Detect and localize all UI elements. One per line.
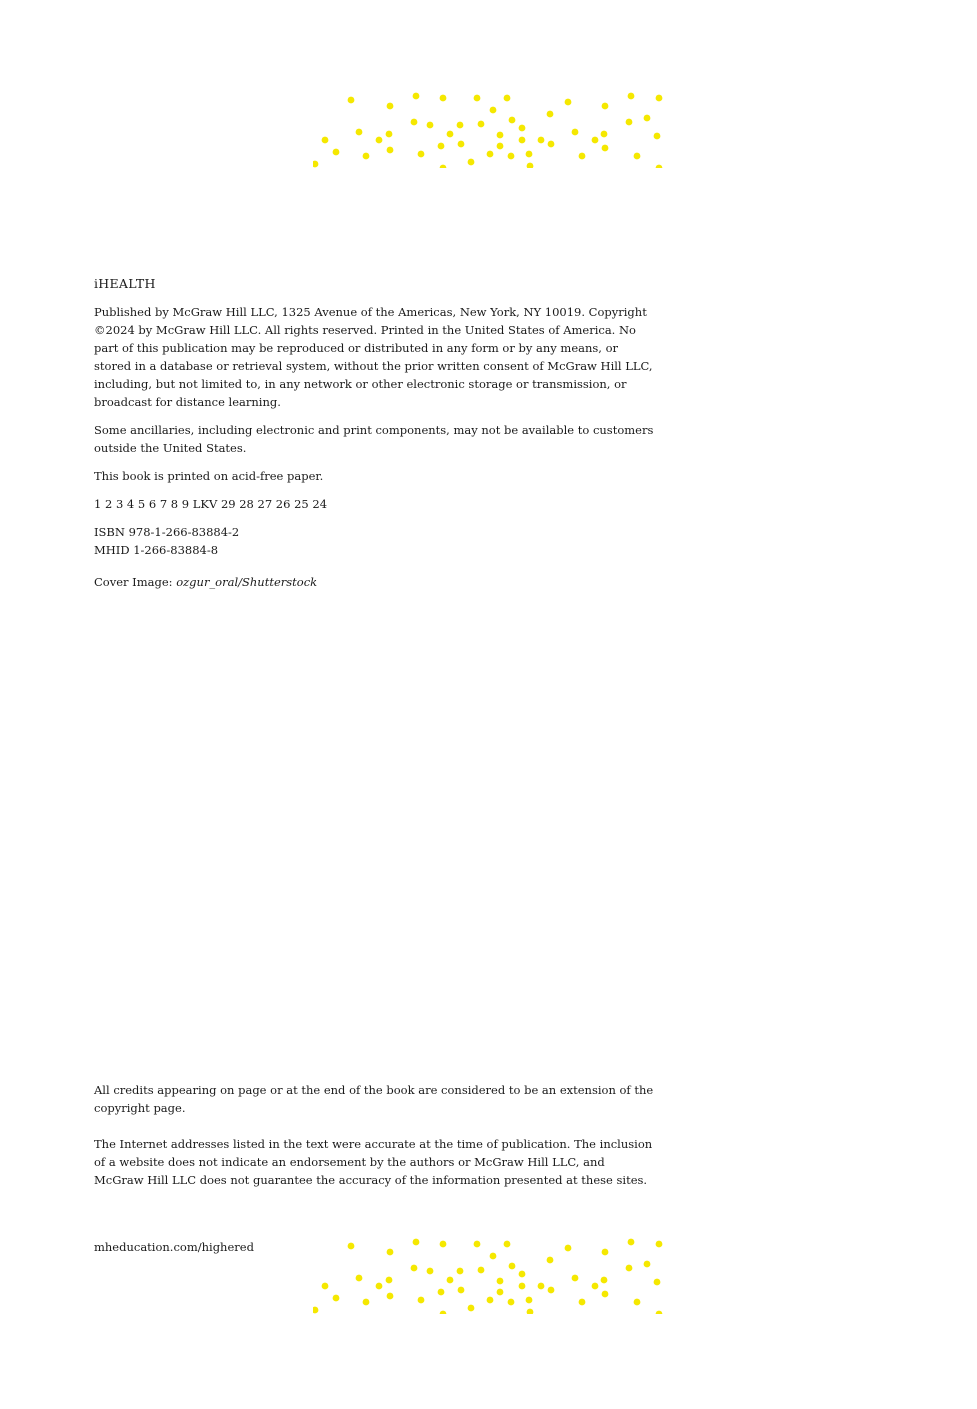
decorative-dot bbox=[474, 95, 481, 102]
decorative-dot bbox=[654, 133, 661, 140]
decorative-dot bbox=[565, 99, 572, 106]
decorative-dot bbox=[376, 137, 383, 144]
decorative-dot bbox=[602, 1291, 609, 1298]
decorative-dot bbox=[519, 1283, 526, 1290]
decorative-dot bbox=[656, 95, 663, 102]
decorative-dot bbox=[411, 119, 418, 126]
internet-notice: The Internet addresses listed in the text were accurate at the time of publication. The inclusion of a website does not indicate an endorsement by the authors or McGraw Hill LLC, and McGraw Hill LLC does not guarantee the accuracy of the information presented at these sites. bbox=[94, 1137, 653, 1187]
decorative-dot bbox=[527, 1309, 534, 1314]
decorative-dot bbox=[634, 153, 641, 160]
book-title: iHEALTH bbox=[94, 276, 156, 291]
decorative-dot bbox=[356, 1275, 363, 1282]
decorative-dot bbox=[478, 1267, 485, 1274]
cover-image-source: ozgur_oral/Shutterstock bbox=[176, 575, 318, 589]
decorative-dot bbox=[509, 1263, 516, 1270]
decorative-dot bbox=[497, 143, 504, 150]
decorative-dot bbox=[538, 137, 545, 144]
decorative-dot bbox=[356, 129, 363, 136]
decorative-dot bbox=[538, 1283, 545, 1290]
decorative-dot bbox=[440, 1311, 447, 1314]
decorative-dot bbox=[519, 125, 526, 132]
decorative-dot bbox=[490, 1253, 497, 1260]
decorative-dot bbox=[447, 131, 454, 138]
decorative-dot bbox=[387, 1293, 394, 1300]
decorative-dot bbox=[548, 1287, 555, 1294]
decorative-dot bbox=[644, 1261, 651, 1268]
decorative-dot bbox=[478, 121, 485, 128]
decorative-dot bbox=[458, 141, 465, 148]
decorative-dot bbox=[387, 103, 394, 110]
credits-notice: All credits appearing on page or at the end of the book are considered to be an extension of the copyright page. bbox=[94, 1083, 654, 1115]
decorative-dot bbox=[626, 1265, 633, 1272]
decorative-dot bbox=[527, 163, 534, 168]
decorative-dot-band-bottom bbox=[313, 1238, 665, 1314]
decorative-dot bbox=[348, 97, 355, 104]
decorative-dot bbox=[440, 1241, 447, 1248]
decorative-dot bbox=[333, 1295, 340, 1302]
decorative-dot bbox=[322, 1283, 329, 1290]
cover-image-credit bbox=[94, 573, 654, 591]
decorative-dot bbox=[601, 1277, 608, 1284]
copyright-body bbox=[94, 303, 654, 601]
website-url: mheducation.com/highered bbox=[94, 1240, 254, 1254]
cover-image-label: Cover Image: bbox=[94, 575, 177, 589]
decorative-dot bbox=[509, 117, 516, 124]
decorative-dot bbox=[411, 1265, 418, 1272]
decorative-dot bbox=[427, 122, 434, 129]
ancillaries-notice: Some ancillaries, including electronic and print components, may not be available to customers outside the United States. bbox=[94, 423, 654, 455]
decorative-dot bbox=[387, 1249, 394, 1256]
publisher-notice: Published by McGraw Hill LLC, 1325 Avenue of the Americas, New York, NY 10019. Copyright ©2024 by McGraw Hill LLC. All rights reserved. Printed in the United States of America. No part of this publication may be reproduced or distributed in any form or by any means, or stored in a database or retrieval system, without the prior written consent of McGraw Hill LLC, including, but not limited to, in any network or other electronic storage or transmission, or broadcast for distance learning. bbox=[94, 305, 653, 409]
decorative-dot bbox=[656, 1241, 663, 1248]
decorative-dot bbox=[497, 1289, 504, 1296]
decorative-dot bbox=[656, 1311, 663, 1314]
decorative-dot bbox=[487, 151, 494, 158]
decorative-dot bbox=[508, 153, 515, 160]
decorative-dot bbox=[592, 137, 599, 144]
mhid: MHID 1-266-83884-8 bbox=[94, 543, 219, 557]
decorative-dot bbox=[526, 1297, 533, 1304]
decorative-dot bbox=[602, 103, 609, 110]
decorative-dot bbox=[474, 1241, 481, 1248]
decorative-dot bbox=[519, 1271, 526, 1278]
decorative-dot bbox=[547, 1257, 554, 1264]
decorative-dot bbox=[468, 159, 475, 166]
decorative-dot bbox=[654, 1279, 661, 1286]
decorative-dot bbox=[386, 1277, 393, 1284]
decorative-dot bbox=[656, 165, 663, 168]
decorative-dot bbox=[504, 1241, 511, 1248]
decorative-dot-band-top bbox=[313, 92, 665, 168]
decorative-dot bbox=[418, 151, 425, 158]
decorative-dot bbox=[579, 153, 586, 160]
decorative-dot bbox=[628, 93, 635, 100]
isbn-block bbox=[94, 523, 654, 559]
decorative-dot bbox=[427, 1268, 434, 1275]
decorative-dot bbox=[601, 131, 608, 138]
decorative-dot bbox=[468, 1305, 475, 1312]
decorative-dot bbox=[376, 1283, 383, 1290]
decorative-dot bbox=[313, 1307, 318, 1314]
decorative-dot bbox=[447, 1277, 454, 1284]
decorative-dot bbox=[348, 1243, 355, 1250]
decorative-dot bbox=[313, 161, 318, 168]
decorative-dot bbox=[363, 1299, 370, 1306]
decorative-dot bbox=[628, 1239, 635, 1246]
decorative-dot bbox=[634, 1299, 641, 1306]
paper-notice: This book is printed on acid-free paper. bbox=[94, 469, 324, 483]
decorative-dot bbox=[333, 149, 340, 156]
decorative-dot bbox=[579, 1299, 586, 1306]
decorative-dot bbox=[644, 115, 651, 122]
decorative-dot bbox=[497, 132, 504, 139]
decorative-dot bbox=[487, 1297, 494, 1304]
decorative-dot bbox=[440, 95, 447, 102]
decorative-dot bbox=[526, 151, 533, 158]
decorative-dot bbox=[387, 147, 394, 154]
isbn: ISBN 978-1-266-83884-2 bbox=[94, 525, 240, 539]
decorative-dot bbox=[548, 141, 555, 148]
decorative-dot bbox=[602, 1249, 609, 1256]
decorative-dot bbox=[457, 1268, 464, 1275]
decorative-dot bbox=[626, 119, 633, 126]
decorative-dot bbox=[547, 111, 554, 118]
decorative-dot bbox=[438, 1289, 445, 1296]
decorative-dot bbox=[497, 1278, 504, 1285]
decorative-dot bbox=[438, 143, 445, 150]
decorative-dot bbox=[363, 153, 370, 160]
decorative-dot bbox=[386, 131, 393, 138]
decorative-dot bbox=[458, 1287, 465, 1294]
decorative-dot bbox=[572, 129, 579, 136]
decorative-dot bbox=[519, 137, 526, 144]
decorative-dot bbox=[490, 107, 497, 114]
decorative-dot bbox=[413, 1239, 420, 1246]
decorative-dot bbox=[418, 1297, 425, 1304]
decorative-dot bbox=[572, 1275, 579, 1282]
decorative-dot bbox=[565, 1245, 572, 1252]
decorative-dot bbox=[602, 145, 609, 152]
decorative-dot bbox=[457, 122, 464, 129]
print-line: 1 2 3 4 5 6 7 8 9 LKV 29 28 27 26 25 24 bbox=[94, 497, 328, 511]
decorative-dot bbox=[508, 1299, 515, 1306]
decorative-dot bbox=[413, 93, 420, 100]
decorative-dot bbox=[592, 1283, 599, 1290]
decorative-dot bbox=[322, 137, 329, 144]
credits-section bbox=[94, 1081, 654, 1207]
decorative-dot bbox=[440, 165, 447, 168]
decorative-dot bbox=[504, 95, 511, 102]
